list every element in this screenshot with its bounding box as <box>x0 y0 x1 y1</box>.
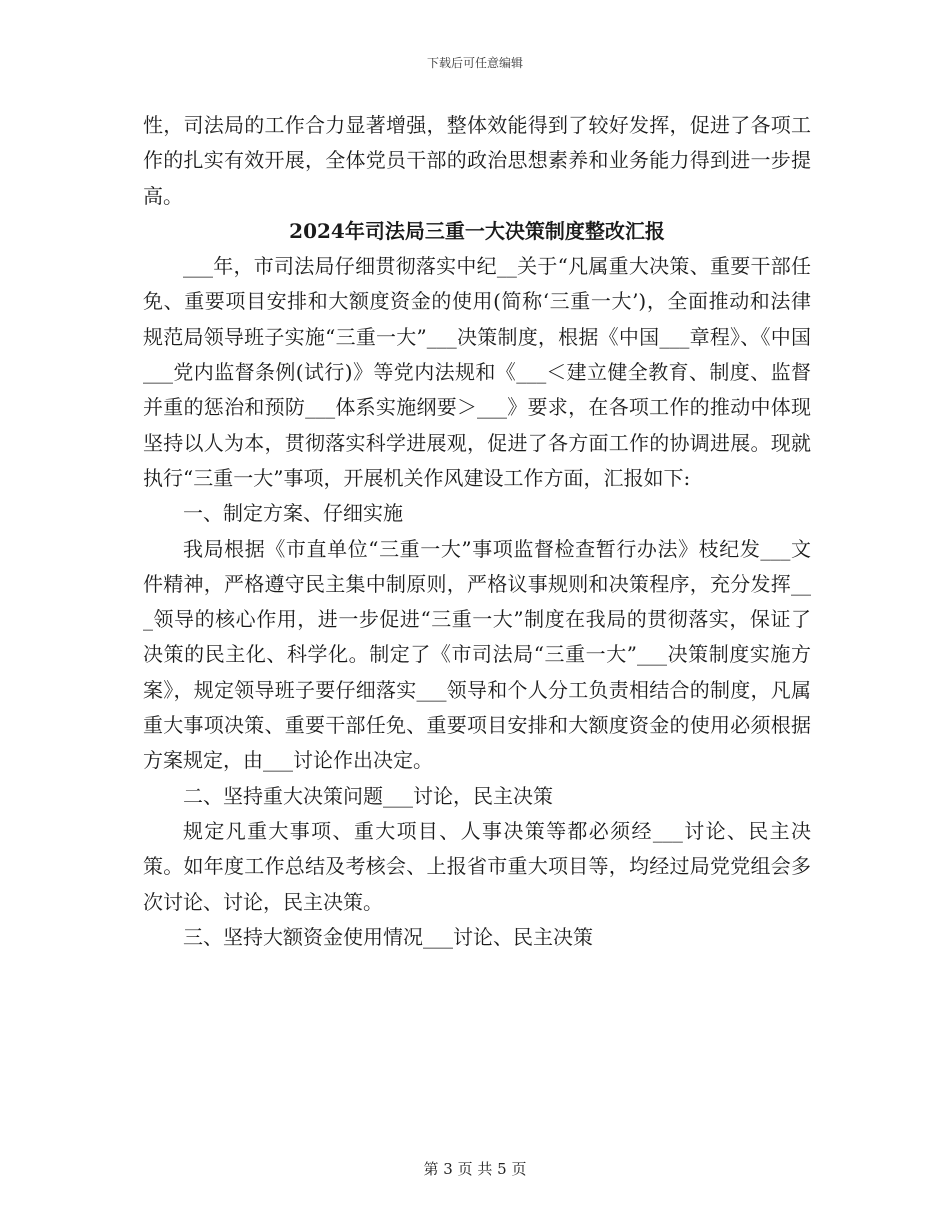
document-title: 2024年司法局三重一大决策制度整改汇报 <box>289 218 665 243</box>
section1-body: 我局根据《市直单位“三重一大”事项监督检查暂行办法》枝纪发___文件精神，严格遵守民主集中制原则，严格议事规则和决策程序，充分发挥___领导的核心作用，进一步促进“三重一大”制度在我局的贯彻落实，保证了决策的民主化、科学化。制定了《市司法局“三重一大”___决策制度实施方案》，规定领导班子要仔细落实___领导和个人分工负责相结合的制度，凡属重大事项决策、重要干部任免、重要项目安排和大额度资金的使用必须根据方案规定，由___讨论作出决定。 <box>143 536 811 773</box>
page-footer: 第 3 页 共 5 页 <box>423 1160 527 1178</box>
section3-heading: 三、坚持大额资金使用情况___讨论、民主决策 <box>183 924 593 949</box>
section2-heading: 二、坚持重大决策问题___讨论，民主决策 <box>183 783 553 808</box>
page-header: 下载后可任意编辑 <box>426 56 523 70</box>
continuation-paragraph: 性，司法局的工作合力显著增强，整体效能得到了较好发挥，促进了各项工作的扎实有效开展，全体党员干部的政治思想素养和业务能力得到进一步提高。 <box>143 113 811 208</box>
section1-heading: 一、制定方案、仔细实施 <box>183 501 403 526</box>
intro-paragraph: ___年，市司法局仔细贯彻落实中纪__关于“凡属重大决策、重要干部任免、重要项目安排和大额度资金的使用(简称‘三重一大’)，全面推动和法律规范局领导班子实施“三重一大”___决策制度，根据《中国___章程》、《中国___党内监督条例(试行)》等党内法规和《___＜建立健全教育、制度、监督并重的惩治和预防___体系实施纲要＞___》要求，在各项工作的推动中体现坚持以人为本，贯彻落实科学进展观，促进了各方面工作的协调进展。现就执行“三重一大”事项，开展机关作风建设工作方面，汇报如下: <box>143 254 811 490</box>
document-body <box>143 108 811 955</box>
section2-body: 规定凡重大事项、重大项目、人事决策等都必须经___讨论、民主决策。如年度工作总结及考核会、上报省市重大项目等，均经过局党党组会多次讨论、讨论，民主决策。 <box>143 818 811 914</box>
